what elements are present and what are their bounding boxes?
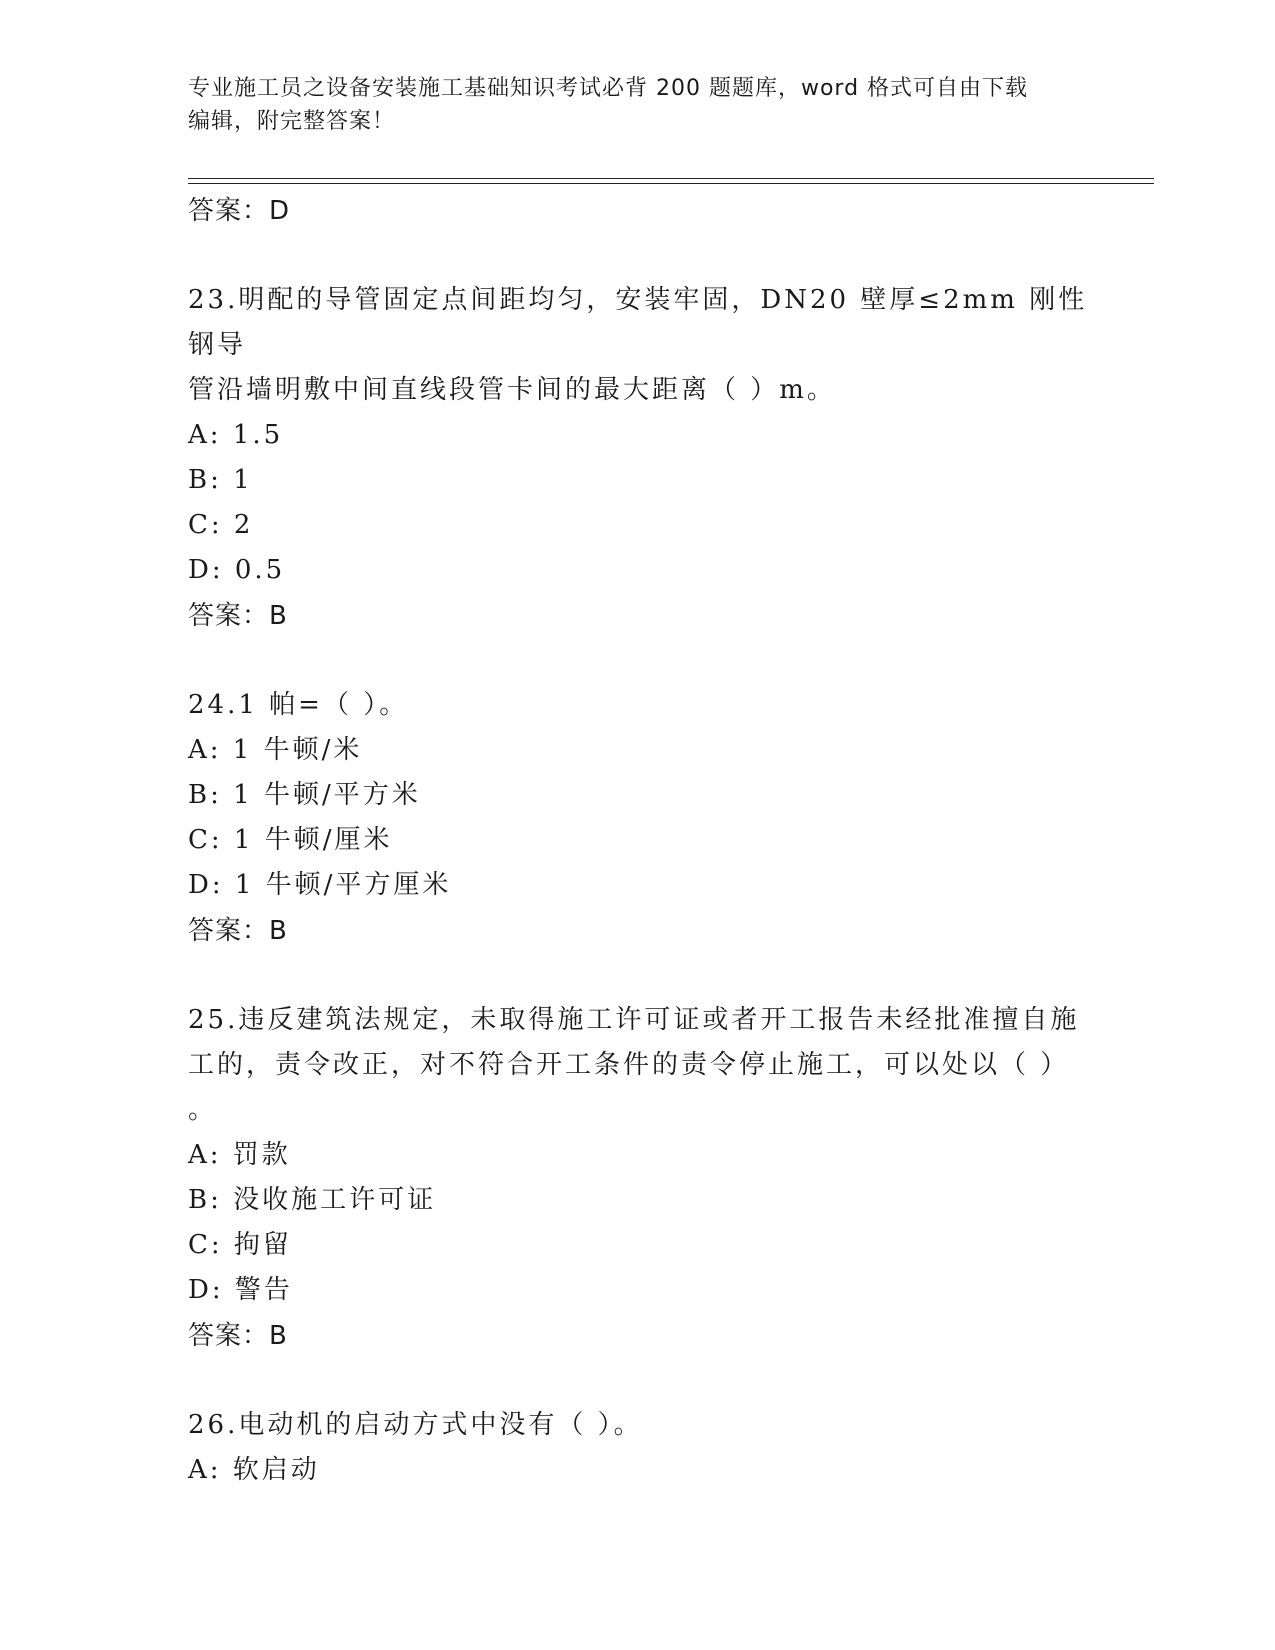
option-b: B: 1	[188, 465, 253, 495]
answer-line: 答案：B	[188, 601, 288, 631]
header-line-1: 专业施工员之设备安装施工基础知识考试必背 200 题题库，word 格式可自由下载	[188, 76, 1029, 101]
option-c: C: 拘留	[188, 1230, 292, 1260]
question-23	[188, 278, 1088, 639]
option-a: A: 1.5	[188, 420, 284, 450]
answer-line: 答案：B	[188, 916, 288, 946]
question-26	[188, 1403, 1088, 1493]
answer-line: 答案：D	[188, 196, 291, 226]
option-a: A: 软启动	[188, 1455, 320, 1485]
question-stem-line: 26.电动机的启动方式中没有（ ）。	[188, 1410, 643, 1440]
question-stem-line: 25.违反建筑法规定，未取得施工许可证或者开工报告未经批准擅自施	[188, 1005, 1080, 1035]
option-a: A: 罚款	[188, 1140, 291, 1170]
question-24	[188, 683, 1088, 954]
question-stem-line: 23.明配的导管固定点间距均匀，安装牢固，DN20 壁厚≤2mm 刚性钢导	[188, 285, 1088, 360]
option-b: B: 1 牛顿/平方米	[188, 780, 421, 810]
question-stem-line: 管沿墙明敷中间直线段管卡间的最大距离（ ）m。	[188, 375, 836, 405]
header-divider	[188, 178, 1154, 184]
question-stem-line: 24.1 帕=（ ）。	[188, 690, 409, 720]
option-d: D: 0.5	[188, 555, 286, 585]
answer-line: 答案：B	[188, 1321, 288, 1351]
option-d: D: 1 牛顿/平方厘米	[188, 870, 452, 900]
option-c: C: 1 牛顿/厘米	[188, 825, 393, 855]
option-b: B: 没收施工许可证	[188, 1185, 437, 1215]
option-a: A: 1 牛顿/米	[188, 735, 363, 765]
header-line-2: 编辑，附完整答案！	[188, 109, 396, 134]
document-header	[188, 72, 1088, 138]
question-list	[188, 188, 1088, 1493]
question-stem-line: 。	[188, 1095, 218, 1125]
option-d: D: 警告	[188, 1275, 293, 1305]
option-c: C: 2	[188, 510, 254, 540]
question-25	[188, 998, 1088, 1359]
question-stem-line: 工的，责令改正，对不符合开工条件的责令停止施工，可以处以（ ）	[188, 1050, 1070, 1080]
